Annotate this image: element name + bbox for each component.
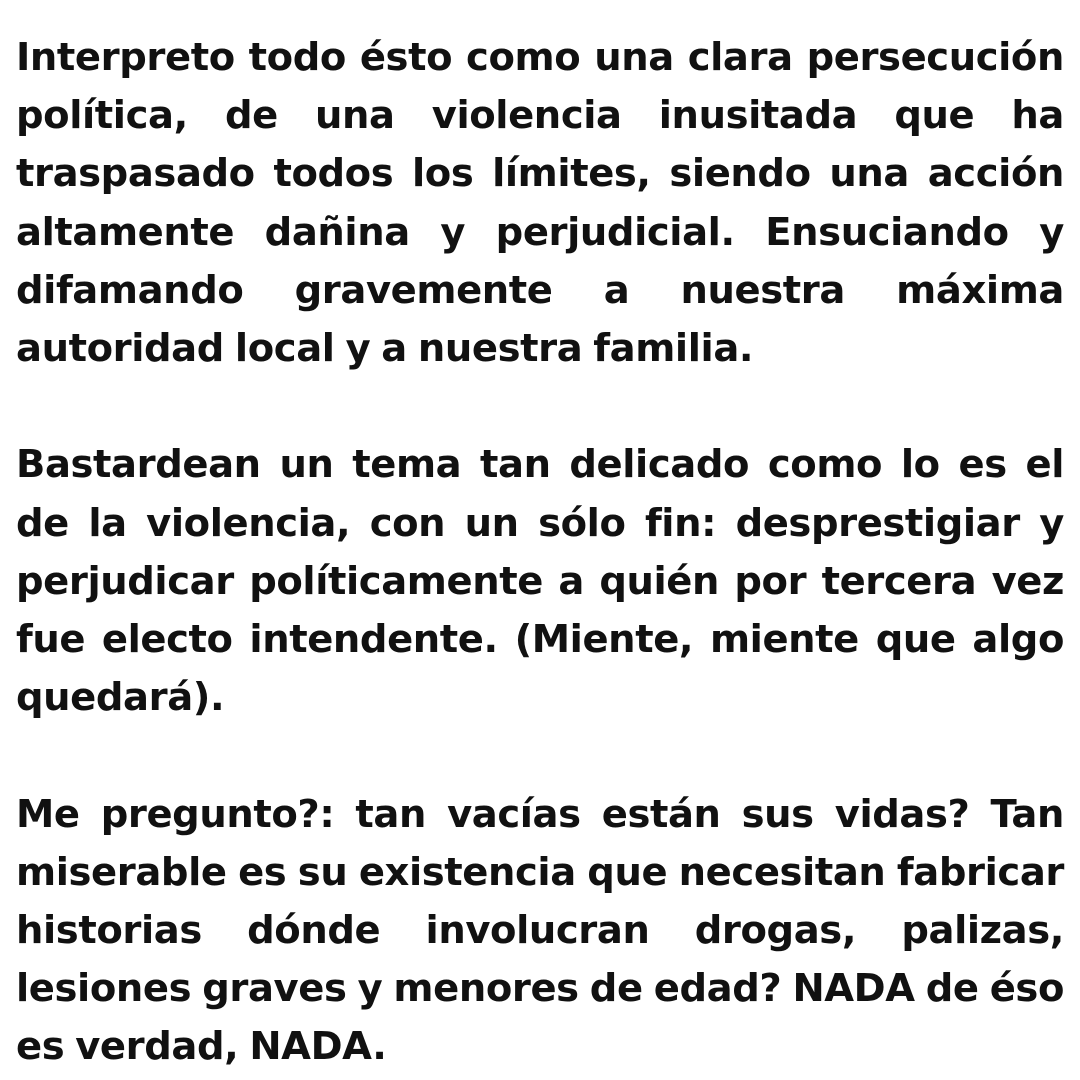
- paragraph-1: Interpreto todo ésto como una clara persecución política, de una violencia inusitada que ha traspasado todos los límites, siendo una acción altamente dañina y perjudicial. Ensuciando y difamando gravemente a nuestra máxima autoridad local y a nuestra familia.: [16, 35, 1064, 372]
- paragraph-3: Me pregunto?: tan vacías están sus vidas? Tan miserable es su existencia que necesitan fabricar historias dónde involucran drogas, palizas, lesiones graves y menores de edad? NADA de éso es verdad, NADA.: [16, 791, 1064, 1070]
- document-body: [16, 29, 1064, 1077]
- paragraph-2: Bastardean un tema tan delicado como lo es el de la violencia, con un sólo fin: desprestigiar y perjudicar políticamente a quién por tercera vez fue electo intendente. (Miente, miente que algo quedará).: [16, 442, 1064, 721]
